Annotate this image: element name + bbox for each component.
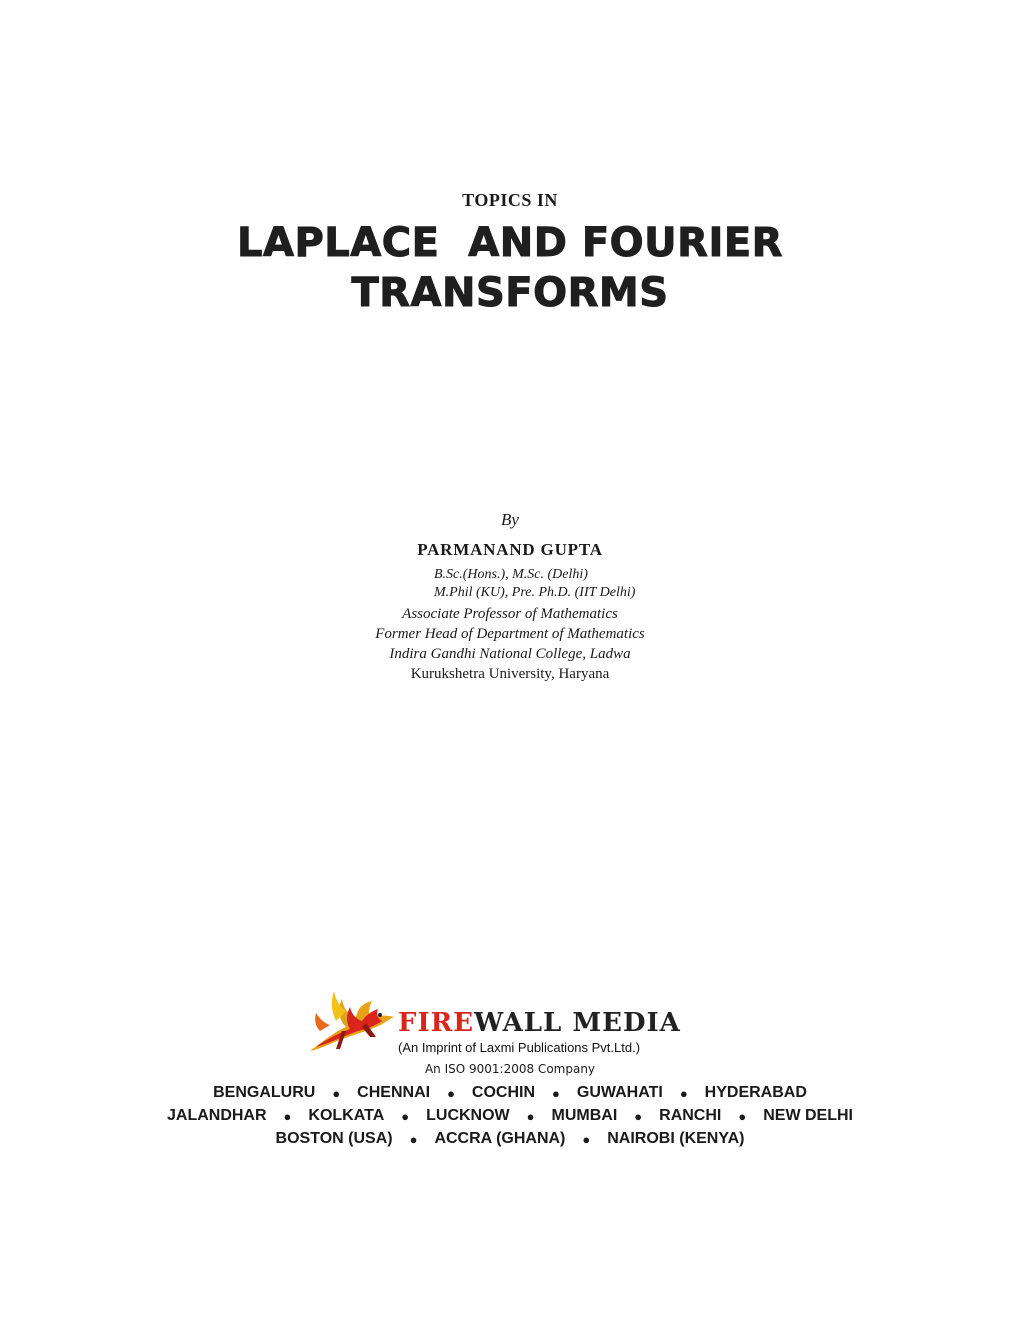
author-affiliation-1: Associate Professor of Mathematics xyxy=(402,606,618,622)
bullet-separator: ● xyxy=(552,1086,560,1101)
bullet-separator: ● xyxy=(634,1109,643,1124)
brand-fire-text: FIRE xyxy=(398,1008,475,1038)
bullet-separator: ● xyxy=(447,1086,455,1101)
city: NAIROBI (KENYA) xyxy=(607,1130,745,1147)
cities-line-2 xyxy=(0,1107,1020,1126)
bullet-separator: ● xyxy=(401,1109,410,1124)
city: BOSTON (USA) xyxy=(275,1130,393,1147)
bullet-separator: ● xyxy=(582,1132,591,1147)
city: BENGALURU xyxy=(213,1084,316,1101)
city: COCHIN xyxy=(471,1084,536,1101)
author-degree-2: M.Phil (KU), Pre. Ph.D. (IIT Delhi) xyxy=(434,585,636,600)
bullet-separator: ● xyxy=(738,1109,747,1124)
author-name: PARMANAND GUPTA xyxy=(417,540,603,559)
city: GUWAHATI xyxy=(576,1084,663,1101)
city: NEW DELHI xyxy=(763,1107,853,1124)
cities-line-3 xyxy=(0,1130,1020,1149)
city: RANCHI xyxy=(659,1107,722,1124)
author-affiliation-4: Kurukshetra University, Haryana xyxy=(410,666,610,682)
author-affiliation-2: Former Head of Department of Mathematics xyxy=(375,626,645,642)
firebird-logo-icon xyxy=(306,987,396,1055)
city: LUCKNOW xyxy=(426,1107,510,1124)
bullet-separator: ● xyxy=(332,1086,341,1101)
series-kicker: TOPICS IN xyxy=(462,190,558,210)
city: MUMBAI xyxy=(551,1107,618,1124)
bullet-separator: ● xyxy=(526,1109,535,1124)
city: KOLKATA xyxy=(308,1107,385,1124)
bullet-separator: ● xyxy=(679,1086,688,1101)
city: HYDERABAD xyxy=(704,1084,807,1101)
cities-line-1 xyxy=(0,1084,1020,1103)
author-affiliation-3: Indira Gandhi National College, Ladwa xyxy=(389,646,631,662)
publisher-brand xyxy=(398,1008,681,1038)
city: JALANDHAR xyxy=(166,1107,267,1124)
bullet-separator: ● xyxy=(409,1132,418,1147)
publisher-imprint: (An Imprint of Laxmi Publications Pvt.Ltd.) xyxy=(398,1040,641,1055)
iso-certification: An ISO 9001:2008 Company xyxy=(424,1062,596,1076)
by-label: By xyxy=(501,510,519,529)
book-title-line-1: LAPLACE AND FOURIER xyxy=(237,220,783,266)
book-title-line-2: TRANSFORMS xyxy=(351,270,669,316)
brand-rest-text: WALL MEDIA xyxy=(474,1008,681,1038)
city: ACCRA (GHANA) xyxy=(434,1130,566,1147)
city: CHENNAI xyxy=(357,1084,431,1101)
bullet-separator: ● xyxy=(283,1109,292,1124)
author-degree-1: B.Sc.(Hons.), M.Sc. (Delhi) xyxy=(434,567,588,582)
